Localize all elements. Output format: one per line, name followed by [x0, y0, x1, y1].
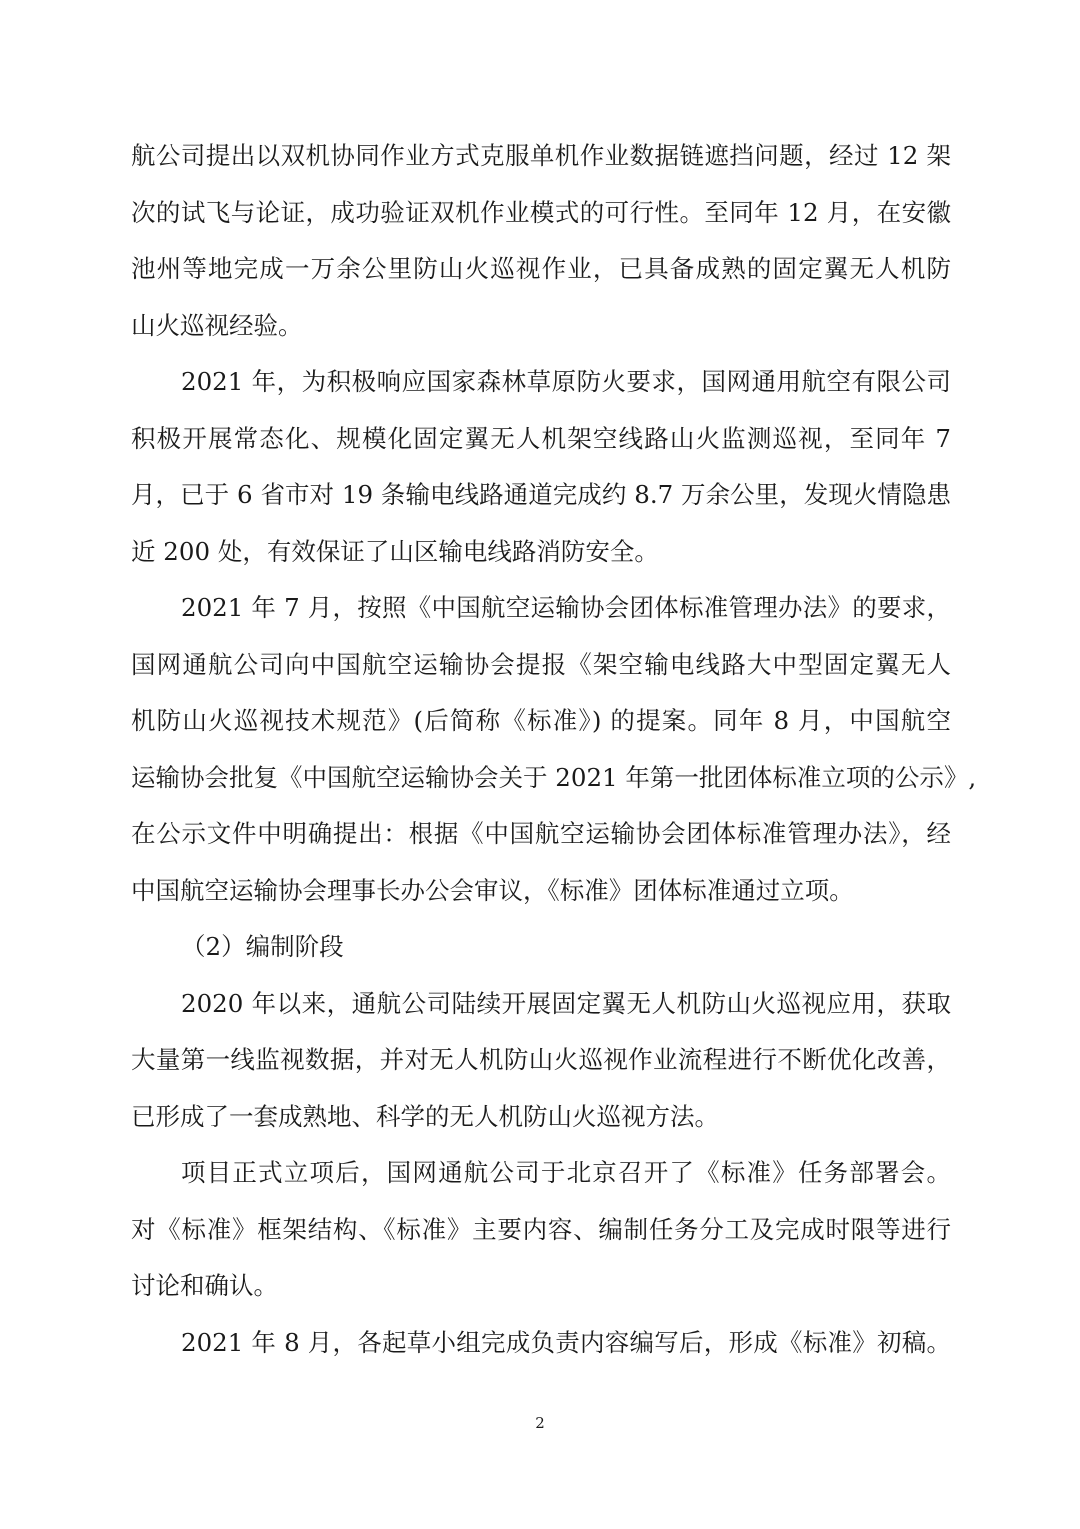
paragraph-line: 国网通航公司向中国航空运输协会提报《架空输电线路大中型固定翼无人	[131, 650, 951, 679]
paragraph-line: 运输协会批复《中国航空运输协会关于 2021 年第一批团体标准立项的公示》,	[131, 763, 977, 792]
paragraph-line: 积极开展常态化、规模化固定翼无人机架空线路山火监测巡视，至同年 7	[131, 424, 951, 453]
paragraph-line: 大量第一线监视数据，并对无人机防山火巡视作业流程进行不断优化改善，	[131, 1045, 951, 1074]
paragraph-line: 已形成了一套成熟地、科学的无人机防山火巡视方法。	[131, 1102, 719, 1131]
paragraph-line: 航公司提出以双机协同作业方式克服单机作业数据链遮挡问题，经过 12 架	[131, 141, 951, 170]
paragraph-line: 2021 年 8 月，各起草小组完成负责内容编写后，形成《标准》初稿。	[181, 1328, 951, 1357]
paragraph-line: 讨论和确认。	[131, 1271, 278, 1300]
paragraph-line: 对《标准》框架结构、《标准》主要内容、编制任务分工及完成时限等进行	[131, 1215, 951, 1244]
paragraph-line: 2021 年 7 月，按照《中国航空运输协会团体标准管理办法》的要求，	[181, 593, 951, 622]
paragraph-line: 次的试飞与论证，成功验证双机作业模式的可行性。至同年 12 月，在安徽	[131, 198, 951, 227]
paragraph-line: 中国航空运输协会理事长办公会审议，《标准》团体标准通过立项。	[131, 876, 854, 905]
section-heading: （2）编制阶段	[181, 932, 344, 961]
paragraph-line: 月，已于 6 省市对 19 条输电线路通道完成约 8.7 万余公里，发现火情隐患	[131, 480, 951, 509]
page-number: 2	[535, 1414, 545, 1432]
paragraph-line: 2020 年以来，通航公司陆续开展固定翼无人机防山火巡视应用，获取	[181, 989, 951, 1018]
paragraph-line: 山火巡视经验。	[131, 311, 303, 340]
paragraph-line: 近 200 处，有效保证了山区输电线路消防安全。	[131, 537, 659, 566]
paragraph-line: 在公示文件中明确提出：根据《中国航空运输协会团体标准管理办法》，经	[131, 819, 951, 848]
paragraph-line: 项目正式立项后，国网通航公司于北京召开了《标准》任务部署会。	[181, 1158, 951, 1187]
paragraph-line: 池州等地完成一万余公里防山火巡视作业，已具备成熟的固定翼无人机防	[131, 254, 951, 283]
paragraph-line: 机防山火巡视技术规范》(后简称《标准》) 的提案。同年 8 月，中国航空	[131, 706, 951, 735]
paragraph-line: 2021 年，为积极响应国家森林草原防火要求，国网通用航空有限公司	[181, 367, 951, 396]
